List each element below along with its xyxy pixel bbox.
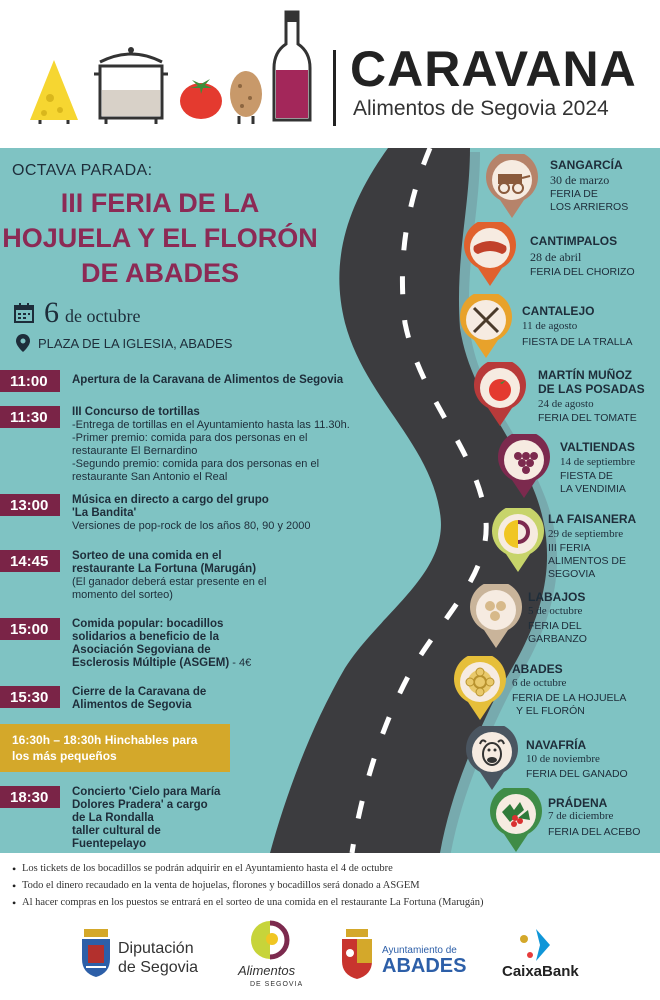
stop-desc xyxy=(560,470,626,496)
tomato-icon xyxy=(178,74,224,122)
stop-desc-line: FERIA DE xyxy=(550,188,598,200)
header-divider xyxy=(333,50,336,126)
schedule-title: Esclerosis Múltiple (ASGEM) xyxy=(72,657,230,669)
schedule-title: 'La Bandita' xyxy=(72,507,137,519)
header xyxy=(0,0,660,148)
stop-desc-line: FERIA DEL GANADO xyxy=(526,768,628,780)
stop-name: LA FAISANERA xyxy=(548,512,637,526)
abades-shield-logo xyxy=(340,929,374,979)
main-panel xyxy=(0,148,660,853)
calendar-icon xyxy=(14,303,34,323)
schedule-title: taller cultural de xyxy=(72,825,161,837)
schedule-detail: restaurante El Bernardino xyxy=(72,445,198,457)
time-badge: 11:00 xyxy=(0,370,60,392)
chickpea-icon xyxy=(468,584,524,650)
schedule-title: Música en directo a cargo del grupo xyxy=(72,494,269,506)
chorizo-icon xyxy=(462,222,518,288)
time-badge: 11:30 xyxy=(0,406,60,428)
schedule-title: Asociación Segoviana de xyxy=(72,644,211,656)
schedule-detail: Versiones de pop-rock de los años 80, 90 y 2000 xyxy=(72,520,311,532)
stop-date: 7 de diciembre xyxy=(548,810,614,822)
schedule-title: restaurante La Fortuna (Marugán) xyxy=(72,563,257,575)
schedule-title: Alimentos de Segovia xyxy=(72,699,192,711)
header-title: CARAVANA xyxy=(350,41,637,97)
stop-desc-line: LA VENDIMIA xyxy=(560,483,626,495)
grapes-icon xyxy=(496,434,552,500)
schedule-title: III Concurso de tortillas xyxy=(72,406,200,418)
schedule-title: Dolores Pradera' a cargo xyxy=(72,799,208,811)
stop-desc-line: FERIA DEL ACEBO xyxy=(548,826,641,838)
alimentos-logo-text: Alimentos xyxy=(238,963,296,978)
stop-desc-line: ALIMENTOS DE xyxy=(548,555,626,567)
floron-icon xyxy=(452,656,508,722)
stop-date: 28 de abril xyxy=(530,250,582,264)
time-badge: 15:30 xyxy=(0,686,60,708)
event-place-text: PLAZA DE LA IGLESIA, ABADES xyxy=(38,335,233,351)
stop-navafria xyxy=(464,726,660,796)
schedule-title: Fuentepelayo xyxy=(72,838,147,850)
footer-logos xyxy=(0,915,660,1000)
event-title-line: HOJUELA Y EL FLORÓN xyxy=(2,223,318,253)
highlight-line: los más pequeños xyxy=(12,749,117,763)
stop-name: SANGARCÍA xyxy=(550,158,623,172)
stop-desc-line: III FERIA xyxy=(548,542,591,554)
note-item: • Los tickets de los bocadillos se podrán adquirir en el Ayuntamiento hasta el 4 de octubre xyxy=(22,863,393,874)
stop-desc-line: FIESTA DE xyxy=(560,470,613,482)
abades-logo-small: Ayuntamiento de xyxy=(382,945,457,956)
event-date xyxy=(14,296,140,330)
stage-label: OCTAVA PARADA: xyxy=(12,162,153,179)
highlight-line: 16:30h – 18:30h Hinchables para xyxy=(12,733,198,747)
stop-date: 14 de septiembre xyxy=(560,456,636,468)
caixabank-logo-text: CaixaBank xyxy=(502,963,579,980)
time-badge: 13:00 xyxy=(0,494,60,516)
location-pin-icon xyxy=(16,334,30,352)
stop-desc-line: FERIA DEL xyxy=(528,620,582,632)
tralla-icon xyxy=(458,294,514,360)
schedule-title: Comida popular: bocadillos xyxy=(72,618,224,630)
stop-desc-line: Y EL FLORÓN xyxy=(516,705,585,717)
stop-desc-line: GARBANZO xyxy=(528,633,587,645)
stop-martin-munoz xyxy=(472,362,660,434)
stop-name: LABAJOS xyxy=(528,590,586,604)
time-badge: 15:00 xyxy=(0,618,60,640)
schedule-text xyxy=(72,686,377,712)
schedule-detail: momento del sorteo) xyxy=(72,589,173,601)
event-day: 6 xyxy=(44,296,59,329)
stop-name: CANTALEJO xyxy=(522,304,595,318)
stop-name-line: DE LAS POSADAS xyxy=(538,382,645,396)
schedule-text xyxy=(72,374,377,387)
alimentos-logo xyxy=(250,919,290,961)
highlight-box xyxy=(0,724,230,772)
event-title-line: III FERIA DE LA xyxy=(60,188,260,218)
stop-desc xyxy=(550,188,628,214)
stop-labajos xyxy=(468,584,660,656)
cart-icon xyxy=(484,154,540,220)
note-item: • Todo el dinero recaudado en la venta de hojuelas, florones y bocadillos será donado a ASGEM xyxy=(22,880,420,891)
schedule-detail: -Primer premio: comida para dos personas en el xyxy=(72,432,308,444)
stop-name xyxy=(538,368,645,396)
schedule-title: Cierre de la Caravana de xyxy=(72,686,207,698)
tomato-icon xyxy=(472,362,528,428)
pot-icon xyxy=(92,40,170,124)
alimentos-logo-subtext: DE SEGOVIA xyxy=(250,981,304,988)
stop-date: 10 de noviembre xyxy=(526,753,600,765)
schedule-detail: (El ganador deberá estar presente en el xyxy=(72,576,267,588)
stop-desc-line: FERIA DEL CHORIZO xyxy=(530,266,635,278)
stop-desc xyxy=(530,266,635,279)
stop-desc-line: FIESTA DE LA TRALLA xyxy=(522,336,633,348)
stop-desc-line: FERIA DEL TOMATE xyxy=(538,412,637,424)
notes-section xyxy=(0,853,660,913)
wine-bottle-icon xyxy=(272,10,312,124)
stop-desc xyxy=(526,768,628,781)
stop-desc-line: FERIA DE LA HOJUELA xyxy=(512,692,627,704)
time-badge: 14:45 xyxy=(0,550,60,572)
stop-date: 29 de septiembre xyxy=(548,528,624,540)
alimentos-icon xyxy=(490,508,546,574)
schedule-text xyxy=(72,494,377,533)
cow-icon xyxy=(464,726,520,792)
schedule-detail: -Entrega de tortillas en el Ayuntamiento hasta las 11.30h. xyxy=(72,419,350,431)
schedule-title: Apertura de la Caravana de Alimentos de Segovia xyxy=(72,374,344,386)
stop-sangarcia xyxy=(484,154,660,224)
schedule-text xyxy=(72,786,377,851)
schedule-text xyxy=(72,618,377,670)
schedule-title: solidarios a beneficio de la xyxy=(72,631,219,643)
stop-name: PRÁDENA xyxy=(548,796,608,810)
abades-logo-big: ABADES xyxy=(382,955,467,977)
stop-desc xyxy=(548,542,626,581)
schedule-detail: -Segundo premio: comida para dos personas en el xyxy=(72,458,320,470)
stop-la-faisanera xyxy=(490,508,660,588)
holly-icon xyxy=(488,788,544,853)
schedule-detail: restaurante San Antonio el Real xyxy=(72,471,228,483)
stop-desc xyxy=(512,692,626,718)
schedule-text xyxy=(72,550,377,602)
stop-desc xyxy=(548,826,640,839)
stop-name-line: MARTÍN MUÑOZ xyxy=(538,368,632,382)
stop-desc xyxy=(538,412,637,425)
event-title xyxy=(0,186,320,291)
logo-text-line: Diputación xyxy=(118,940,194,957)
potato-icon xyxy=(228,66,264,124)
schedule-title: de La Rondalla xyxy=(72,812,154,824)
schedule-title: Concierto 'Cielo para María xyxy=(72,786,221,798)
event-title-line: DE ABADES xyxy=(80,258,240,288)
stop-name: VALTIENDAS xyxy=(560,440,635,454)
stop-desc xyxy=(528,620,587,646)
stop-name: CANTIMPALOS xyxy=(530,234,618,248)
diputacion-shield-logo xyxy=(80,929,112,977)
header-subtitle: Alimentos de Segovia 2024 xyxy=(353,97,609,120)
caixabank-star-logo xyxy=(510,925,560,965)
stop-name: NAVAFRÍA xyxy=(526,738,587,752)
schedule-text xyxy=(72,406,377,484)
stop-pradena xyxy=(488,788,660,853)
stop-abades xyxy=(452,656,660,732)
schedule-title: Sorteo de una comida en el xyxy=(72,550,222,562)
event-place xyxy=(16,334,232,352)
time-badge: 18:30 xyxy=(0,786,60,808)
stop-date: 24 de agosto xyxy=(538,398,594,410)
stop-name: ABADES xyxy=(512,662,563,676)
stop-desc xyxy=(522,336,633,349)
note-item: • Al hacer compras en los puestos se entrará en el sorteo de una comida en el restaurante La Fortuna (Marugán) xyxy=(22,897,484,908)
stop-date: 30 de marzo xyxy=(550,173,610,187)
stop-desc-line: SEGOVIA xyxy=(548,568,596,580)
stop-date: 5 de octubre xyxy=(528,605,583,617)
event-month: de octubre xyxy=(65,306,141,326)
stop-date: 6 de octubre xyxy=(512,677,567,689)
schedule-price: - 4€ xyxy=(229,657,252,669)
diputacion-logo-text xyxy=(118,939,198,977)
stop-cantimpalos xyxy=(462,222,660,292)
stop-cantalejo xyxy=(458,294,660,364)
stop-date: 11 de agosto xyxy=(522,320,578,332)
stop-valtiendas xyxy=(496,434,660,506)
logo-text-line: de Segovia xyxy=(118,959,199,976)
stop-desc-line: LOS ARRIEROS xyxy=(550,201,629,213)
cheese-icon xyxy=(28,58,80,124)
